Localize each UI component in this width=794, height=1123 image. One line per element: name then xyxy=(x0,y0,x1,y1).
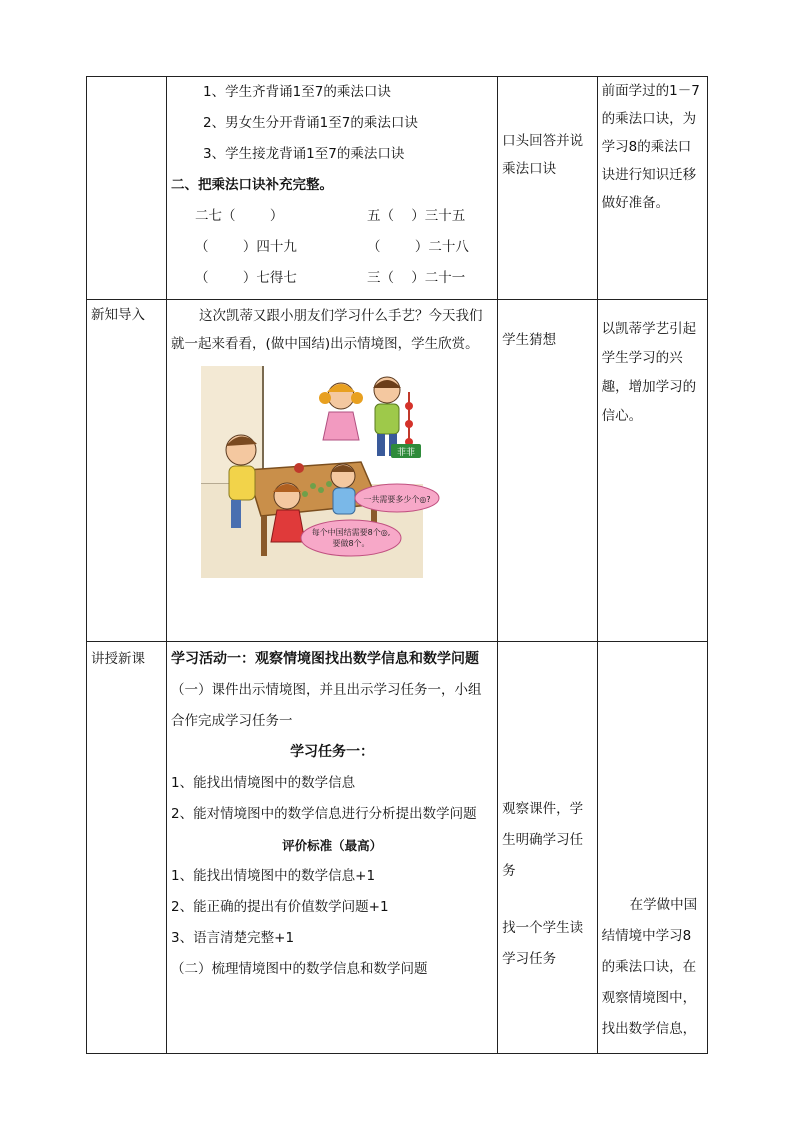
student-activity-cell xyxy=(498,300,598,642)
speech-bubble-info-1: 每个中国结需要8个◎, xyxy=(311,528,391,537)
design-intent-text: 以凯蒂学艺引起学生学习的兴趣，增加学习的信心。 xyxy=(601,321,697,424)
recite-line-2: 2、男女生分开背诵1至7的乘法口诀 xyxy=(203,115,418,131)
table-row xyxy=(87,77,708,300)
speech-bubble-info-2: 要做8个。 xyxy=(332,539,370,548)
recite-line-1: 1、学生齐背诵1至7的乘法口诀 xyxy=(203,84,391,100)
chinese-knot-scene-image xyxy=(201,366,431,578)
design-intent-cell xyxy=(597,642,707,1054)
scene-name-tag: 菲菲 xyxy=(397,448,416,458)
fill-row xyxy=(171,201,493,232)
student-activity-cell xyxy=(498,77,598,300)
fill-row xyxy=(171,232,493,263)
table-row xyxy=(87,642,708,1054)
criteria-item-2: 2、能正确的提出有价值数学问题+1 xyxy=(171,899,389,915)
stage-cell xyxy=(87,77,167,300)
fill-right: （ ）二十八 xyxy=(367,239,469,255)
fill-right: 三（ ）二十一 xyxy=(367,270,466,286)
table-row xyxy=(87,300,708,642)
student-activity-text: 口头回答并说乘法口诀 xyxy=(502,133,584,177)
fill-right: 五（ ）三十五 xyxy=(367,208,466,224)
student-activity-cell xyxy=(498,642,598,1054)
student-activity-text: 学生猜想 xyxy=(502,332,557,348)
lesson-plan-table xyxy=(86,76,708,1054)
stage-label: 讲授新课 xyxy=(91,651,145,667)
design-intent-cell xyxy=(597,77,707,300)
design-intent-cell xyxy=(597,300,707,642)
part-one-text: （一）课件出示情境图，并且出示学习任务一，小组合作完成学习任务一 xyxy=(171,682,482,729)
recite-line-3: 3、学生接龙背诵1至7的乘法口诀 xyxy=(203,146,405,162)
part-two-text: （二）梳理情境图中的数学信息和数学问题 xyxy=(171,961,428,977)
student-activity-text-a: 观察课件，学生明确学习任务 xyxy=(502,801,584,879)
stage-cell xyxy=(87,300,167,642)
speech-bubble-question: 一共需要多少个◎? xyxy=(363,495,431,504)
fill-left: （ ）七得七 xyxy=(195,270,297,286)
task-item-2: 2、能对情境图中的数学信息进行分析提出数学问题 xyxy=(171,806,477,822)
design-intent-text: 在学做中国结情境中学习8的乘法口诀，在观察情境图中，找出数学信息， xyxy=(601,897,698,1037)
stage-cell xyxy=(87,642,167,1054)
section-title: 二、把乘法口诀补充完整。 xyxy=(171,177,334,193)
criteria-item-3: 3、语言清楚完整+1 xyxy=(171,930,295,946)
criteria-title: 评价标准（最高） xyxy=(282,838,383,853)
task-title: 学习任务一： xyxy=(290,744,375,760)
student-activity-text-b: 找一个学生读学习任务 xyxy=(502,920,584,967)
criteria-item-1: 1、能找出情境图中的数学信息+1 xyxy=(171,868,376,884)
activity-title: 学习活动一：观察情境图找出数学信息和数学问题 xyxy=(171,651,480,667)
intro-paragraph: 这次凯蒂又跟小朋友们学习什么手艺？今天我们就一起来看看，(做中国结)出示情境图，学生欣赏。 xyxy=(171,308,483,352)
design-intent-text: 前面学过的1－7的乘法口诀，为学习8的乘法口诀进行知识迁移做好准备。 xyxy=(601,83,700,211)
fill-left: 二七（ ） xyxy=(195,208,284,224)
fill-left: （ ）四十九 xyxy=(195,239,297,255)
fill-row xyxy=(171,263,493,294)
task-item-1: 1、能找出情境图中的数学信息 xyxy=(171,775,356,791)
activity-cell xyxy=(167,300,498,642)
activity-cell xyxy=(167,642,498,1054)
activity-cell xyxy=(167,77,498,300)
stage-label: 新知导入 xyxy=(91,307,145,323)
